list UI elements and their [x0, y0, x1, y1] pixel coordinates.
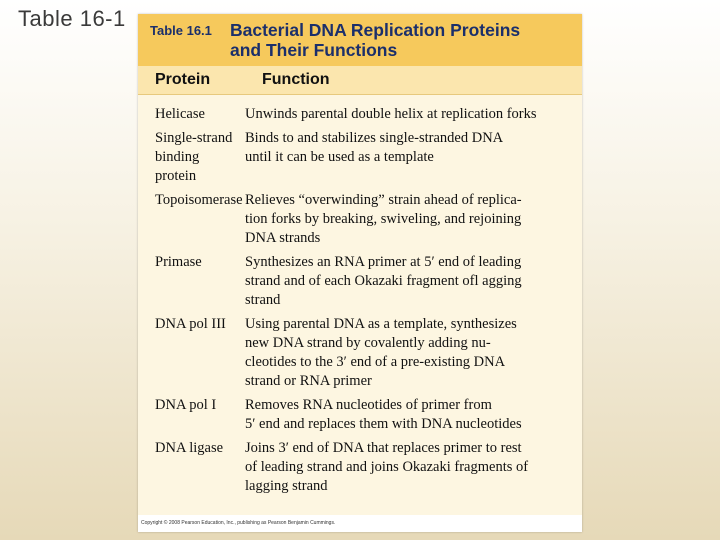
- column-header-function: Function: [262, 71, 330, 88]
- column-header-row: [138, 66, 582, 95]
- table-card: [138, 14, 582, 532]
- table-row: [138, 315, 582, 391]
- protein-cell: [138, 315, 245, 391]
- protein-cell: [138, 253, 245, 310]
- function-cell: [245, 396, 565, 434]
- table-row: [138, 253, 582, 310]
- function-line: of leading strand and joins Okazaki fragments of: [245, 459, 529, 475]
- function-line: until it can be used as a template: [245, 149, 434, 165]
- function-line: 5′ end and replaces them with DNA nucleotides: [245, 416, 522, 432]
- table-row: [138, 191, 582, 248]
- function-line: tion forks by breaking, swiveling, and rejoining: [245, 211, 522, 227]
- copyright-notice: Copyright © 2008 Pearson Education, Inc., publishing as Pearson Benjamin Cummings.: [141, 520, 336, 526]
- function-line: Synthesizes an RNA primer at 5′ end of leading: [245, 254, 522, 270]
- table-row: [138, 439, 582, 496]
- protein-cell: [138, 191, 245, 248]
- table-row: [138, 396, 582, 434]
- function-cell: [245, 439, 565, 496]
- function-line: cleotides to the 3′ end of a pre-existing DNA: [245, 354, 506, 370]
- protein-line: DNA pol I: [155, 397, 217, 413]
- protein-line: Helicase: [155, 106, 205, 122]
- function-line: Binds to and stabilizes single-stranded DNA: [245, 130, 504, 146]
- table-title: [230, 20, 570, 60]
- protein-line: Primase: [155, 254, 202, 270]
- table-header: [138, 14, 582, 66]
- function-line: strand: [245, 292, 281, 308]
- slide-title: Table 16-1: [18, 6, 126, 31]
- protein-line: DNA pol III: [155, 316, 226, 332]
- function-cell: [245, 315, 565, 391]
- protein-line: protein: [155, 168, 197, 184]
- function-line: strand or RNA primer: [245, 373, 372, 389]
- function-line: Removes RNA nucleotides of primer from: [245, 397, 492, 413]
- protein-cell: [138, 439, 245, 496]
- function-line: DNA strands: [245, 230, 321, 246]
- protein-line: Topoisomerase: [155, 192, 243, 208]
- function-line: new DNA strand by covalently adding nu-: [245, 335, 491, 351]
- protein-cell: [138, 129, 245, 186]
- protein-cell: [138, 105, 245, 124]
- function-cell: [245, 105, 565, 124]
- function-cell: [245, 253, 565, 310]
- function-line: Using parental DNA as a template, synthesizes: [245, 316, 517, 332]
- protein-line: DNA ligase: [155, 440, 224, 456]
- protein-line: Single-strand: [155, 130, 233, 146]
- protein-cell: [138, 396, 245, 434]
- table-number: Table 16.1: [150, 23, 212, 38]
- function-line: strand and of each Okazaki fragment ofl agging: [245, 273, 522, 289]
- table-body: [138, 95, 582, 515]
- column-header-protein: Protein: [155, 71, 211, 88]
- table-title-line2: and Their Functions: [230, 40, 398, 60]
- function-line: lagging strand: [245, 478, 328, 494]
- table-title-line1: Bacterial DNA Replication Proteins: [230, 20, 521, 40]
- function-line: Joins 3′ end of DNA that replaces primer to rest: [245, 440, 522, 456]
- table-row: [138, 129, 582, 186]
- table-row: [138, 105, 582, 124]
- protein-line: binding: [155, 149, 200, 165]
- function-cell: [245, 129, 565, 186]
- function-line: Relieves “overwinding” strain ahead of replica-: [245, 192, 522, 208]
- function-cell: [245, 191, 565, 248]
- function-line: Unwinds parental double helix at replication forks: [245, 106, 537, 122]
